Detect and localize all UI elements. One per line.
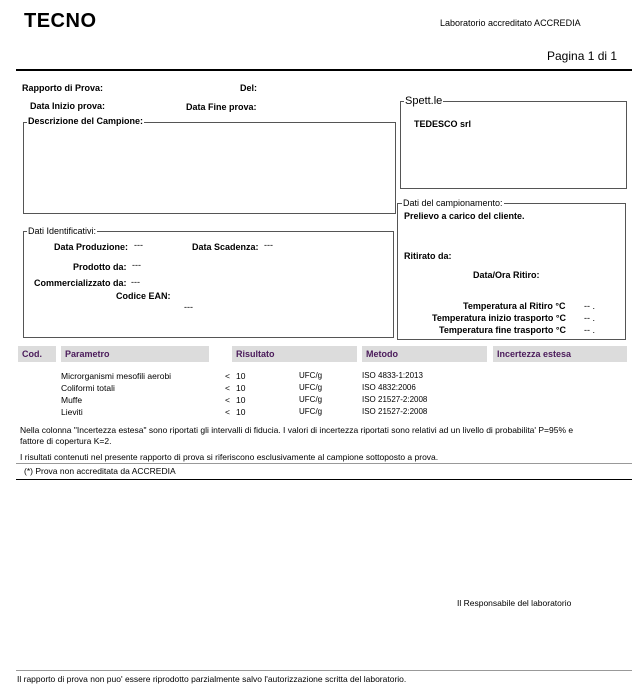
company-logo: TECNO xyxy=(24,10,97,32)
parametro-cell: Microrganismi mesofili aerobi xyxy=(61,371,172,381)
temp-ritiro-value: -- . xyxy=(584,301,595,311)
col-header-parametro: Parametro xyxy=(61,346,209,362)
page-number: Pagina 1 di 1 xyxy=(547,49,618,63)
del-label: Del: xyxy=(240,83,258,93)
note-risultati: I risultati contenuti nel presente rapporto di prova si riferiscono esclusivamente al campione sottoposto a prova. xyxy=(20,452,439,462)
note-incertezza-line2: fattore di copertura K=2. xyxy=(20,436,112,446)
operator-cell: < xyxy=(225,407,230,417)
temp-ritiro-label: Temperatura al Ritiro °C xyxy=(463,301,566,311)
recipient-legend: Spett.le xyxy=(405,95,443,107)
recipient-name: TEDESCO srl xyxy=(414,119,472,129)
ritirato-label: Ritirato da: xyxy=(404,251,452,261)
identificativi-legend: Dati Identificativi: xyxy=(28,226,97,236)
header-rule xyxy=(16,69,632,71)
note-accredia: (*) Prova non accreditata da ACCREDIA xyxy=(24,466,176,476)
prodotto-label: Prodotto da: xyxy=(73,262,127,272)
data-inizio-label: Data Inizio prova: xyxy=(30,101,106,111)
unit-cell: UFC/g xyxy=(299,407,323,416)
scadenza-label: Data Scadenza: xyxy=(192,242,259,252)
col-header-cod: Cod. xyxy=(18,346,56,362)
temp-inizio-value: -- . xyxy=(584,313,595,323)
metodo-cell: ISO 4833-1:2013 xyxy=(362,371,423,380)
temp-fine-label: Temperatura fine trasporto °C xyxy=(439,325,566,335)
metodo-cell: ISO 4832:2006 xyxy=(362,383,416,392)
campionamento-legend: Dati del campionamento: xyxy=(403,198,503,208)
footer-divider xyxy=(16,670,632,671)
commercializzato-value: --- xyxy=(131,277,140,287)
notes-rule xyxy=(16,479,632,480)
result-cell: 10 xyxy=(236,371,246,381)
temp-fine-value: -- . xyxy=(584,325,595,335)
notes-divider xyxy=(16,463,632,464)
rapporto-label: Rapporto di Prova: xyxy=(22,83,104,93)
temp-inizio-label: Temperatura inizio trasporto °C xyxy=(432,313,566,323)
prelievo-text: Prelievo a carico del cliente. xyxy=(404,211,525,221)
scadenza-value: --- xyxy=(264,240,273,250)
parametro-cell: Muffe xyxy=(61,395,83,405)
unit-cell: UFC/g xyxy=(299,371,323,380)
accreditation-text: Laboratorio accreditato ACCREDIA xyxy=(440,18,581,28)
table-row xyxy=(16,382,616,394)
result-cell: 10 xyxy=(236,383,246,393)
unit-cell: UFC/g xyxy=(299,383,323,392)
commercializzato-label: Commercializzato da: xyxy=(34,278,127,288)
result-cell: 10 xyxy=(236,407,246,417)
recipient-box xyxy=(400,101,627,189)
operator-cell: < xyxy=(225,383,230,393)
footer-text: Il rapporto di prova non puo' essere riprodotto parzialmente salvo l'autorizzazione scritta del laboratorio. xyxy=(17,674,407,684)
parametro-cell: Lieviti xyxy=(61,407,83,417)
col-header-risultato: Risultato xyxy=(232,346,357,362)
descrizione-label: Descrizione del Campione: xyxy=(28,116,144,126)
unit-cell: UFC/g xyxy=(299,395,323,404)
prodotto-value: --- xyxy=(132,260,141,270)
operator-cell: < xyxy=(225,371,230,381)
operator-cell: < xyxy=(225,395,230,405)
produzione-value: --- xyxy=(134,240,143,250)
col-header-metodo: Metodo xyxy=(362,346,487,362)
ean-label: Codice EAN: xyxy=(116,291,171,301)
ean-value: --- xyxy=(184,302,193,312)
responsabile-label: Il Responsabile del laboratorio xyxy=(457,598,572,608)
parametro-cell: Coliformi totali xyxy=(61,383,115,393)
result-cell: 10 xyxy=(236,395,246,405)
produzione-label: Data Produzione: xyxy=(54,242,129,252)
note-incertezza-line1: Nella colonna "Incertezza estesa" sono riportati gli intervalli di fiducia. I valori di incertezza riportati sono relativi ad un livello di probabilita' P=95% e xyxy=(20,425,574,435)
metodo-cell: ISO 21527-2:2008 xyxy=(362,395,428,404)
table-row xyxy=(16,406,616,418)
descrizione-box xyxy=(23,122,396,214)
ritiro-label: Data/Ora Ritiro: xyxy=(473,270,540,280)
col-header-incertezza: Incertezza estesa xyxy=(493,346,627,362)
table-row xyxy=(16,394,616,406)
metodo-cell: ISO 21527-2:2008 xyxy=(362,407,428,416)
data-fine-label: Data Fine prova: xyxy=(186,102,257,112)
table-row xyxy=(16,370,616,382)
